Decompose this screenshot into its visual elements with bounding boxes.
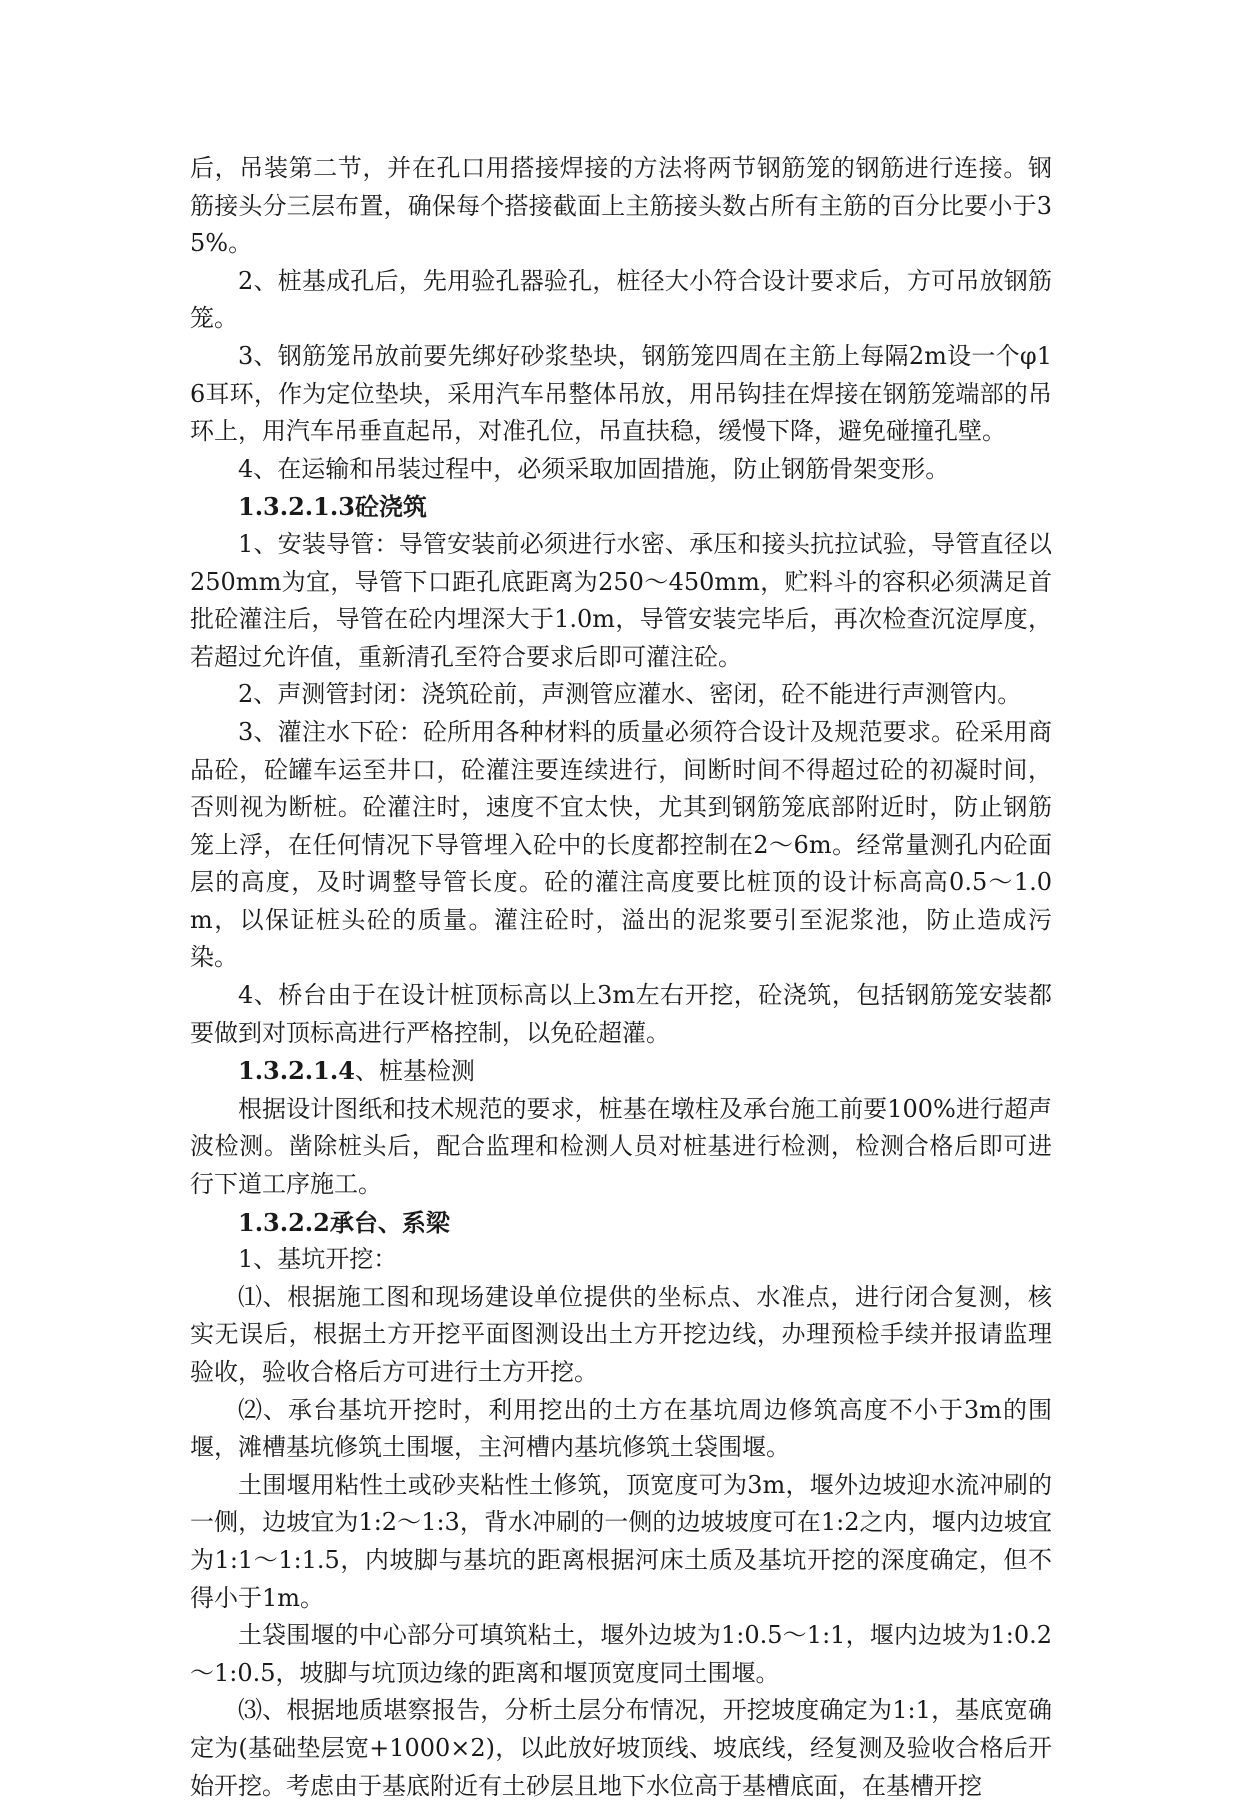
paragraph-earth-cofferdam: 土围堰用粘性土或砂夹粘性土修筑，顶宽度可为3m，堰外边坡迎水流冲刷的一侧，边坡宜为1:2～1:3，背水冲刷的一侧的边坡坡度可在1:2之内，堰内边坡宜为1:1～1:1.5，内坡脚与基坑的距离根据河床土质及基坑开挖的深度确定，但不得小于1m。 <box>190 1470 1052 1612</box>
paragraph-underwater-concrete: 3、灌注水下砼：砼所用各种材料的质量必须符合设计及规范要求。砼采用商品砼，砼罐车运至井口，砼灌注要连续进行，间断时间不得超过砼的初凝时间，否则视为断桩。砼灌注时，速度不宜太快，尤其到钢筋笼底部附近时，防止钢筋笼上浮，在任何情况下导管埋入砼中的长度都控制在2～6m。经常量测孔内砼面层的高度，及时调整导管长度。砼的灌注高度要比桩顶的设计标高高0.5～1.0m，以保证桩头砼的质量。灌注砼时，溢出的泥浆要引至泥浆池，防止造成污染。 <box>190 717 1052 972</box>
paragraph-sandbag-cofferdam: 土袋围堰的中心部分可填筑粘土，堰外边坡为1:0.5～1:1，堰内边坡为1:0.2～1:0.5，坡脚与坑顶边缘的距离和堰顶宽度同土围堰。 <box>190 1621 1052 1687</box>
paragraph-hole-inspection: 2、桩基成孔后，先用验孔器验孔，桩径大小符合设计要求后，方可吊放钢筋笼。 <box>190 266 1052 333</box>
paragraph-cofferdam: ⑵、承台基坑开挖时，利用挖出的土方在基坑周边修筑高度不小于3m的围堰，滩槽基坑修筑土围堰，主河槽内基坑修筑土袋围堰。 <box>190 1395 1052 1462</box>
paragraph-abutment-elevation: 4、桥台由于在设计桩顶标高以上3m左右开挖，砼浇筑，包括钢筋笼安装都要做到对顶标高进行严格控制，以免砼超灌。 <box>190 981 1052 1047</box>
paragraph-excavation-title: 1、基坑开挖： <box>238 1245 398 1274</box>
paragraph-ultrasonic-testing: 根据设计图纸和技术规范的要求，桩基在墩柱及承台施工前要100%进行超声波检测。凿除桩头后，配合监理和检测人员对桩基进行检测，检测合格后即可进行下道工序施工。 <box>190 1094 1052 1199</box>
paragraph-reinforcement-measures: 4、在运输和吊装过程中，必须采取加固措施，防止钢筋骨架变形。 <box>238 454 950 483</box>
paragraph-excavation-slope: ⑶、根据地质堪察报告，分析土层分布情况，开挖坡度确定为1:1，基底宽确定为(基础垫层宽+1000×2)，以此放好坡顶线、坡底线，经复测及验收合格后开始开挖。考虑由于基底附近有土砂层且地下水位高于基槽底面，在基槽开挖 <box>190 1696 1052 1800</box>
section-heading-concrete-pouring: 1.3.2.1.3砼浇筑 <box>238 492 427 522</box>
section-title: 、桩基检测 <box>354 1057 475 1086</box>
paragraph-cage-lifting: 3、钢筋笼吊放前要先绑好砂浆垫块，钢筋笼四周在主筋上每隔2m设一个φ16耳环，作为定位垫块，采用汽车吊整体吊放，用吊钩挂在焊接在钢筋笼端部的吊环上，用汽车吊垂直起吊，对准孔位，吊直扶稳，缓慢下降，避免碰撞孔壁。 <box>190 341 1052 446</box>
document-page <box>190 150 1052 1805</box>
section-number: 1.3.2.1.4 <box>238 1056 355 1086</box>
section-heading-pile-testing <box>190 1052 1052 1091</box>
paragraph-rebar-cage-splicing: 后，吊装第二节，并在孔口用搭接焊接的方法将两节钢筋笼的钢筋进行连接。钢筋接头分三层布置，确保每个搭接截面上主筋接头数占所有主筋的百分比要小于35%。 <box>190 154 1052 258</box>
section-heading-pile-cap-tie-beam: 1.3.2.2承台、系梁 <box>238 1207 450 1237</box>
paragraph-sonic-tube-sealing: 2、声测管封闭：浇筑砼前，声测管应灌水、密闭，砼不能进行声测管内。 <box>238 680 1022 709</box>
paragraph-survey-layout: ⑴、根据施工图和现场建设单位提供的坐标点、水准点，进行闭合复测，核实无误后，根据土方开挖平面图测设出土方开挖边线，办理预检手续并报请监理验收，验收合格后方可进行土方开挖。 <box>190 1282 1052 1386</box>
paragraph-tremie-installation: 1、安装导管：导管安装前必须进行水密、承压和接头抗拉试验，导管直径以250mm为宜，导管下口距孔底距离为250～450mm，贮料斗的容积必须满足首批砼灌注后，导管在砼内埋深大于1.0m，导管安装完毕后，再次检查沉淀厚度，若超过允许值，重新清孔至符合要求后即可灌注砼。 <box>190 529 1052 671</box>
